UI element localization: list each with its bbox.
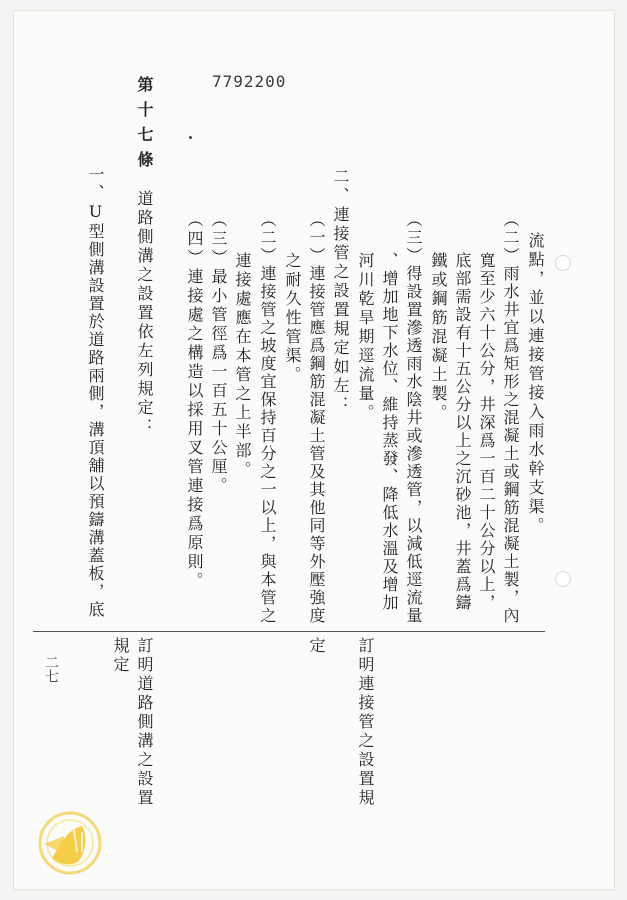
- body-column: （二）連接管之坡度宜保持百分之一以上，與本管之: [258, 211, 277, 625]
- margin-note: 規定: [111, 637, 130, 675]
- body-column: 流點，並以連接管接入雨水幹支渠。: [526, 232, 545, 536]
- body-column: 寬至少六十公分，井深爲一百二十公分以上，: [477, 252, 496, 612]
- body-column: 鐵或鋼筋混凝土製。: [429, 252, 448, 423]
- body-column: （四）連接處之構造以採用叉管連接爲原則。: [185, 211, 204, 591]
- article-heading: 第十七條: [135, 76, 154, 176]
- body-column: （三）得設置滲透雨水陰井或滲透管，以減低逕流量: [404, 211, 423, 625]
- page-number: 二七: [43, 655, 59, 683]
- body-column: 河川乾旱期逕流量。: [356, 252, 375, 423]
- body-column: 底部需設有十五公分以上之沉砂池，井蓋爲鑄: [453, 252, 472, 612]
- body-column: 之耐久性管渠。: [283, 252, 302, 385]
- margin-note: 定: [307, 637, 326, 656]
- margin-rule: [33, 631, 545, 632]
- article-item: 一、U型側溝設置於道路兩側，溝頂舖以預鑄溝蓋板，底: [86, 166, 105, 619]
- document-number: 7792200: [212, 72, 287, 91]
- body-column: 連接處應在本管之上半部。: [233, 252, 252, 480]
- margin-note: 訂明連接管之設置規: [356, 637, 375, 808]
- body-column: 、增加地下水位、維持蒸發、降低水溫及增加: [380, 252, 399, 612]
- article-intro: 道路側溝之設置依左列規定：: [135, 190, 154, 437]
- body-column: （一）連接管應爲鋼筋混凝土管及其他同等外壓強度: [307, 211, 326, 625]
- body-column: 二、連接管之設置規定如左：: [331, 168, 350, 415]
- margin-note: 訂明道路側溝之設置: [135, 637, 154, 808]
- ink-mark: [189, 136, 192, 139]
- punch-hole: [555, 571, 571, 587]
- punch-hole: [555, 255, 571, 271]
- body-column: （三）最小管徑爲一百五十公厘。: [209, 211, 228, 496]
- body-column: （二）雨水井宜爲矩形之混凝土或鋼筋混凝土製，內: [501, 211, 520, 625]
- library-seal-logo-icon: [30, 808, 112, 878]
